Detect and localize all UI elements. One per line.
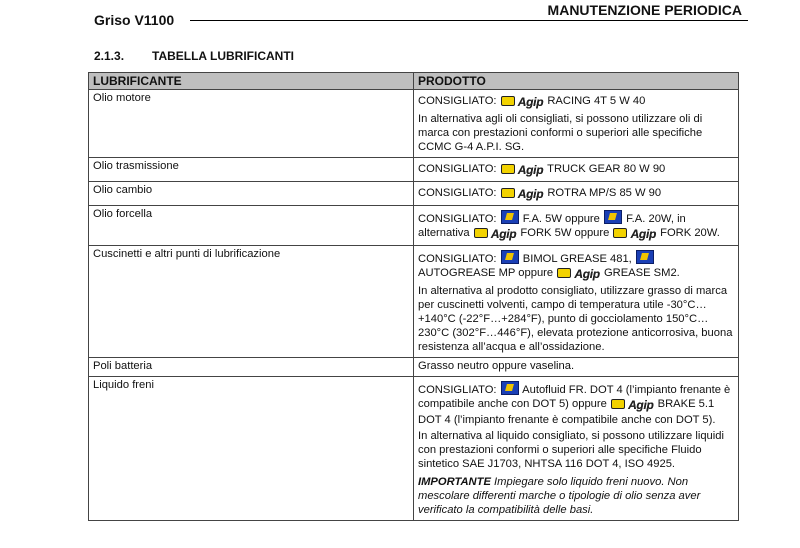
alternative-text: In alternativa al prodotto consigliato, utilizzare grasso di marca per cuscinetti volventi, campo di temperatura utile -30°C…+140°C (-22°F…+284°F), punto di gocciolamento 150°C…230°C (302°F…446°F), elevata protezione anticorrosiva, buona resistenza all’acqua e all’ossidazione. — [418, 285, 733, 353]
lubricant-name: Olio cambio — [89, 182, 414, 206]
alternative-text: In alternativa al liquido consigliato, si possono utilizzare liquidi con prestazioni conformi o superiori alle specifiche Fluido sintetico SAE J1703, NHTSA 116 DOT 4, ISO 4925. — [418, 430, 724, 470]
lubricants-table — [88, 72, 739, 521]
section-number: 2.1.3. — [94, 49, 125, 63]
agip-logo-icon: Agip — [474, 227, 517, 242]
agip-logo-icon: Agip — [501, 187, 544, 202]
section-heading — [94, 49, 294, 63]
recommended-line: CONSIGLIATO: Agip TRUCK GEAR 80 W 90 — [418, 163, 666, 177]
ip-logo-icon — [501, 250, 519, 264]
section-title: TABELLA LUBRIFICANTI — [152, 49, 294, 63]
chapter-title: MANUTENZIONE PERIODICA — [542, 2, 742, 18]
product-text: Grasso neutro oppure vaselina. — [418, 360, 575, 372]
recommended-line: CONSIGLIATO: BIMOL GREASE 481, AUTOGREASE MP oppure Agip GREASE SM2. — [418, 250, 734, 282]
important-text: Impiegare solo liquido freni nuovo. Non mescolare differenti marche o tipologie di olio senza aver verificato la compatibilità delle basi. — [418, 476, 701, 516]
important-note — [418, 475, 734, 517]
header-rule — [190, 20, 748, 21]
ip-logo-icon — [501, 210, 519, 224]
lubricant-name: Poli batteria — [89, 358, 414, 377]
recommended-line: CONSIGLIATO: Agip RACING 4T 5 W 40 — [418, 95, 646, 109]
table-row — [89, 90, 739, 158]
table-row — [89, 206, 739, 246]
recommended-line: CONSIGLIATO: F.A. 5W oppure F.A. 20W, in alternativa Agip FORK 5W oppure Agip FORK 20W. — [418, 210, 734, 242]
agip-logo-icon: Agip — [613, 227, 656, 242]
product-cell — [414, 246, 739, 358]
lubricant-name: Olio trasmissione — [89, 158, 414, 182]
table-row — [89, 182, 739, 206]
table-row — [89, 358, 739, 377]
table-header-row — [89, 73, 739, 90]
table-row — [89, 158, 739, 182]
table-row — [89, 377, 739, 521]
lubricant-name: Olio forcella — [89, 206, 414, 246]
recommended-line: CONSIGLIATO: Autofluid FR. DOT 4 (l’impianto frenante è compatibile anche con DOT 5) oppure Agip BRAKE 5.1 DOT 4 (l’impianto frenante è compatibile anche con DOT 5). — [418, 381, 734, 427]
lubricant-name: Cuscinetti e altri punti di lubrificazione — [89, 246, 414, 358]
header-lubricant: LUBRIFICANTE — [89, 73, 414, 90]
product-cell — [414, 358, 739, 377]
lubricant-name: Olio motore — [89, 90, 414, 158]
alternative-text: In alternativa agli oli consigliati, si possono utilizzare oli di marca con prestazioni conformi o superiori alle specifiche CCMC G-4 A.P.I. SG. — [418, 113, 703, 153]
ip-logo-icon — [501, 381, 519, 395]
table-row — [89, 246, 739, 358]
product-cell — [414, 182, 739, 206]
product-cell — [414, 377, 739, 521]
recommended-line: CONSIGLIATO: Agip ROTRA MP/S 85 W 90 — [418, 187, 662, 201]
agip-logo-icon: Agip — [501, 163, 544, 178]
agip-logo-icon: Agip — [501, 95, 544, 110]
product-cell — [414, 158, 739, 182]
product-cell — [414, 90, 739, 158]
lubricant-name: Liquido freni — [89, 377, 414, 521]
model-title: Griso V1100 — [94, 12, 175, 28]
product-cell — [414, 206, 739, 246]
ip-logo-icon — [604, 210, 622, 224]
agip-logo-icon: Agip — [611, 398, 654, 413]
ip-logo-icon — [636, 250, 654, 264]
header-product: PRODOTTO — [414, 73, 739, 90]
agip-logo-icon: Agip — [557, 267, 600, 282]
important-label: IMPORTANTE — [418, 476, 491, 488]
